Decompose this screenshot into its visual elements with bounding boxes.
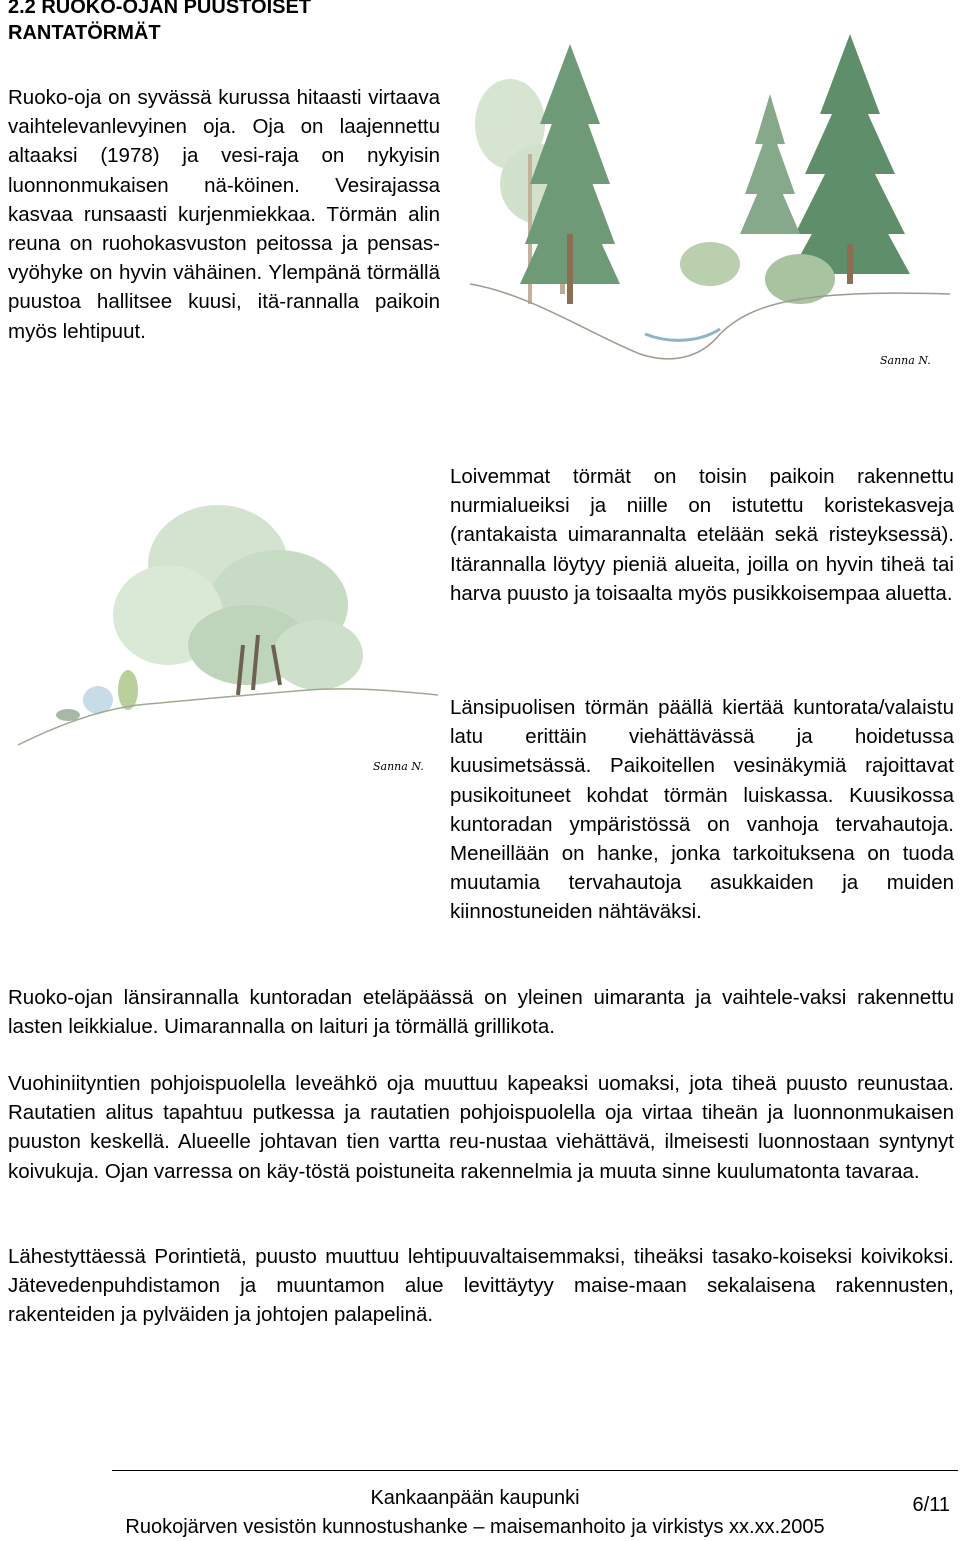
footer-organization: Kankaanpään kaupunki [370, 1487, 580, 1509]
footer-divider [112, 1470, 958, 1471]
artist-signature: Sanna N. [880, 354, 931, 367]
paragraph-intro: Ruoko-oja on syvässä kurussa hitaasti virtaava vaihtelevanlevyinen oja. Oja on laajennettu altaaksi (1978) ja vesi-raja on nykyisin luonnonmukaisen nä-köinen. Vesirajassa kasvaa runsaasti kurjenmiekkaa. Törmän alin reuna on ruohokasvuston peitossa ja pensas-vyöhyke on hyvin vähäinen. Ylempänä törmällä puustoa hallitsee kuusi, itä-rannalla paikoin myös lehtipuut. [8, 86, 440, 343]
paragraph-railway-section: Vuohiniityntien pohjoispuolella leveähkö oja muuttuu kapeaksi uomaksi, jota tiheä puusto reunustaa. Rautatien alitus tapahtuu putkessa ja rautatien pohjoispuolella oja virtaa tiheän ja luonnonmukaisen puuston keskellä. Alueelle johtavan tien vartta reu-nustaa viehättävä, ilmeisesti luonnostaan syntynyt koivukuja. Ojan varressa on käy-töstä poistuneita rakennelmia ja muuta sinne kuulumatonta tavaraa. [8, 1072, 954, 1183]
paragraph-porintie: Lähestyttäessä Porintietä, puusto muuttuu lehtipuuvaltaisemmaksi, tiheäksi tasako-koiseksi koivikoksi. Jätevedenpuhdistamon ja muuntamon alue levittäytyy maise-maan sekalaisena rakennusten, rakenteiden ja pylväiden ja johtojen palapelinä. [8, 1245, 954, 1327]
paragraph-west-bank-trail: Länsipuolisen törmän päällä kiertää kuntorata/valaistu latu erittäin viehättävässä ja hoidetussa kuusimetsässä. Paikoitellen vesinäkymiä rajoittavat pusikoituneet kohdat törmän luiskassa. Kuusikossa kuntoradan ympäristössä on vanhoja tervahautoja. Meneillään on hanke, jonka tarkoituksena on tuoda muutamia tervahautoja asukkaiden ja muiden kiinnostuneiden nähtäväksi. [450, 696, 954, 924]
spruce-ravine-illustration [470, 34, 950, 384]
deciduous-slope-illustration [18, 495, 438, 785]
paragraph-swimming-beach: Ruoko-ojan länsirannalla kuntoradan eteläpäässä on yleinen uimaranta ja vaihtele-vaksi rakennettu lasten leikkialue. Uimarannalla on laituri ja törmällä grillikota. [8, 986, 954, 1039]
paragraph-gentle-slopes: Loivemmat törmät on toisin paikoin rakennettu nurmialueiksi ja niille on istutettu koristekasveja (rantakaista uimarannalta etelään sekä risteyksessä). Itärannalla löytyy pieniä alueita, joilla on hyvin tiheä tai harva puusto ja toisaalta myös pusikkoisempaa aluetta. [450, 465, 954, 605]
section-heading [8, 0, 448, 46]
section-heading-line-2: RANTATÖRMÄT [8, 22, 161, 44]
section-heading-line-1: 2.2 RUOKO-OJAN PUUSTOISET [8, 0, 312, 18]
page-number: 6/11 [912, 1494, 950, 1516]
footer-project-title: Ruokojärven vesistön kunnostushanke – maisemanhoito ja virkistys xx.xx.2005 [125, 1516, 825, 1538]
artist-signature-2: Sanna N. [373, 760, 424, 773]
